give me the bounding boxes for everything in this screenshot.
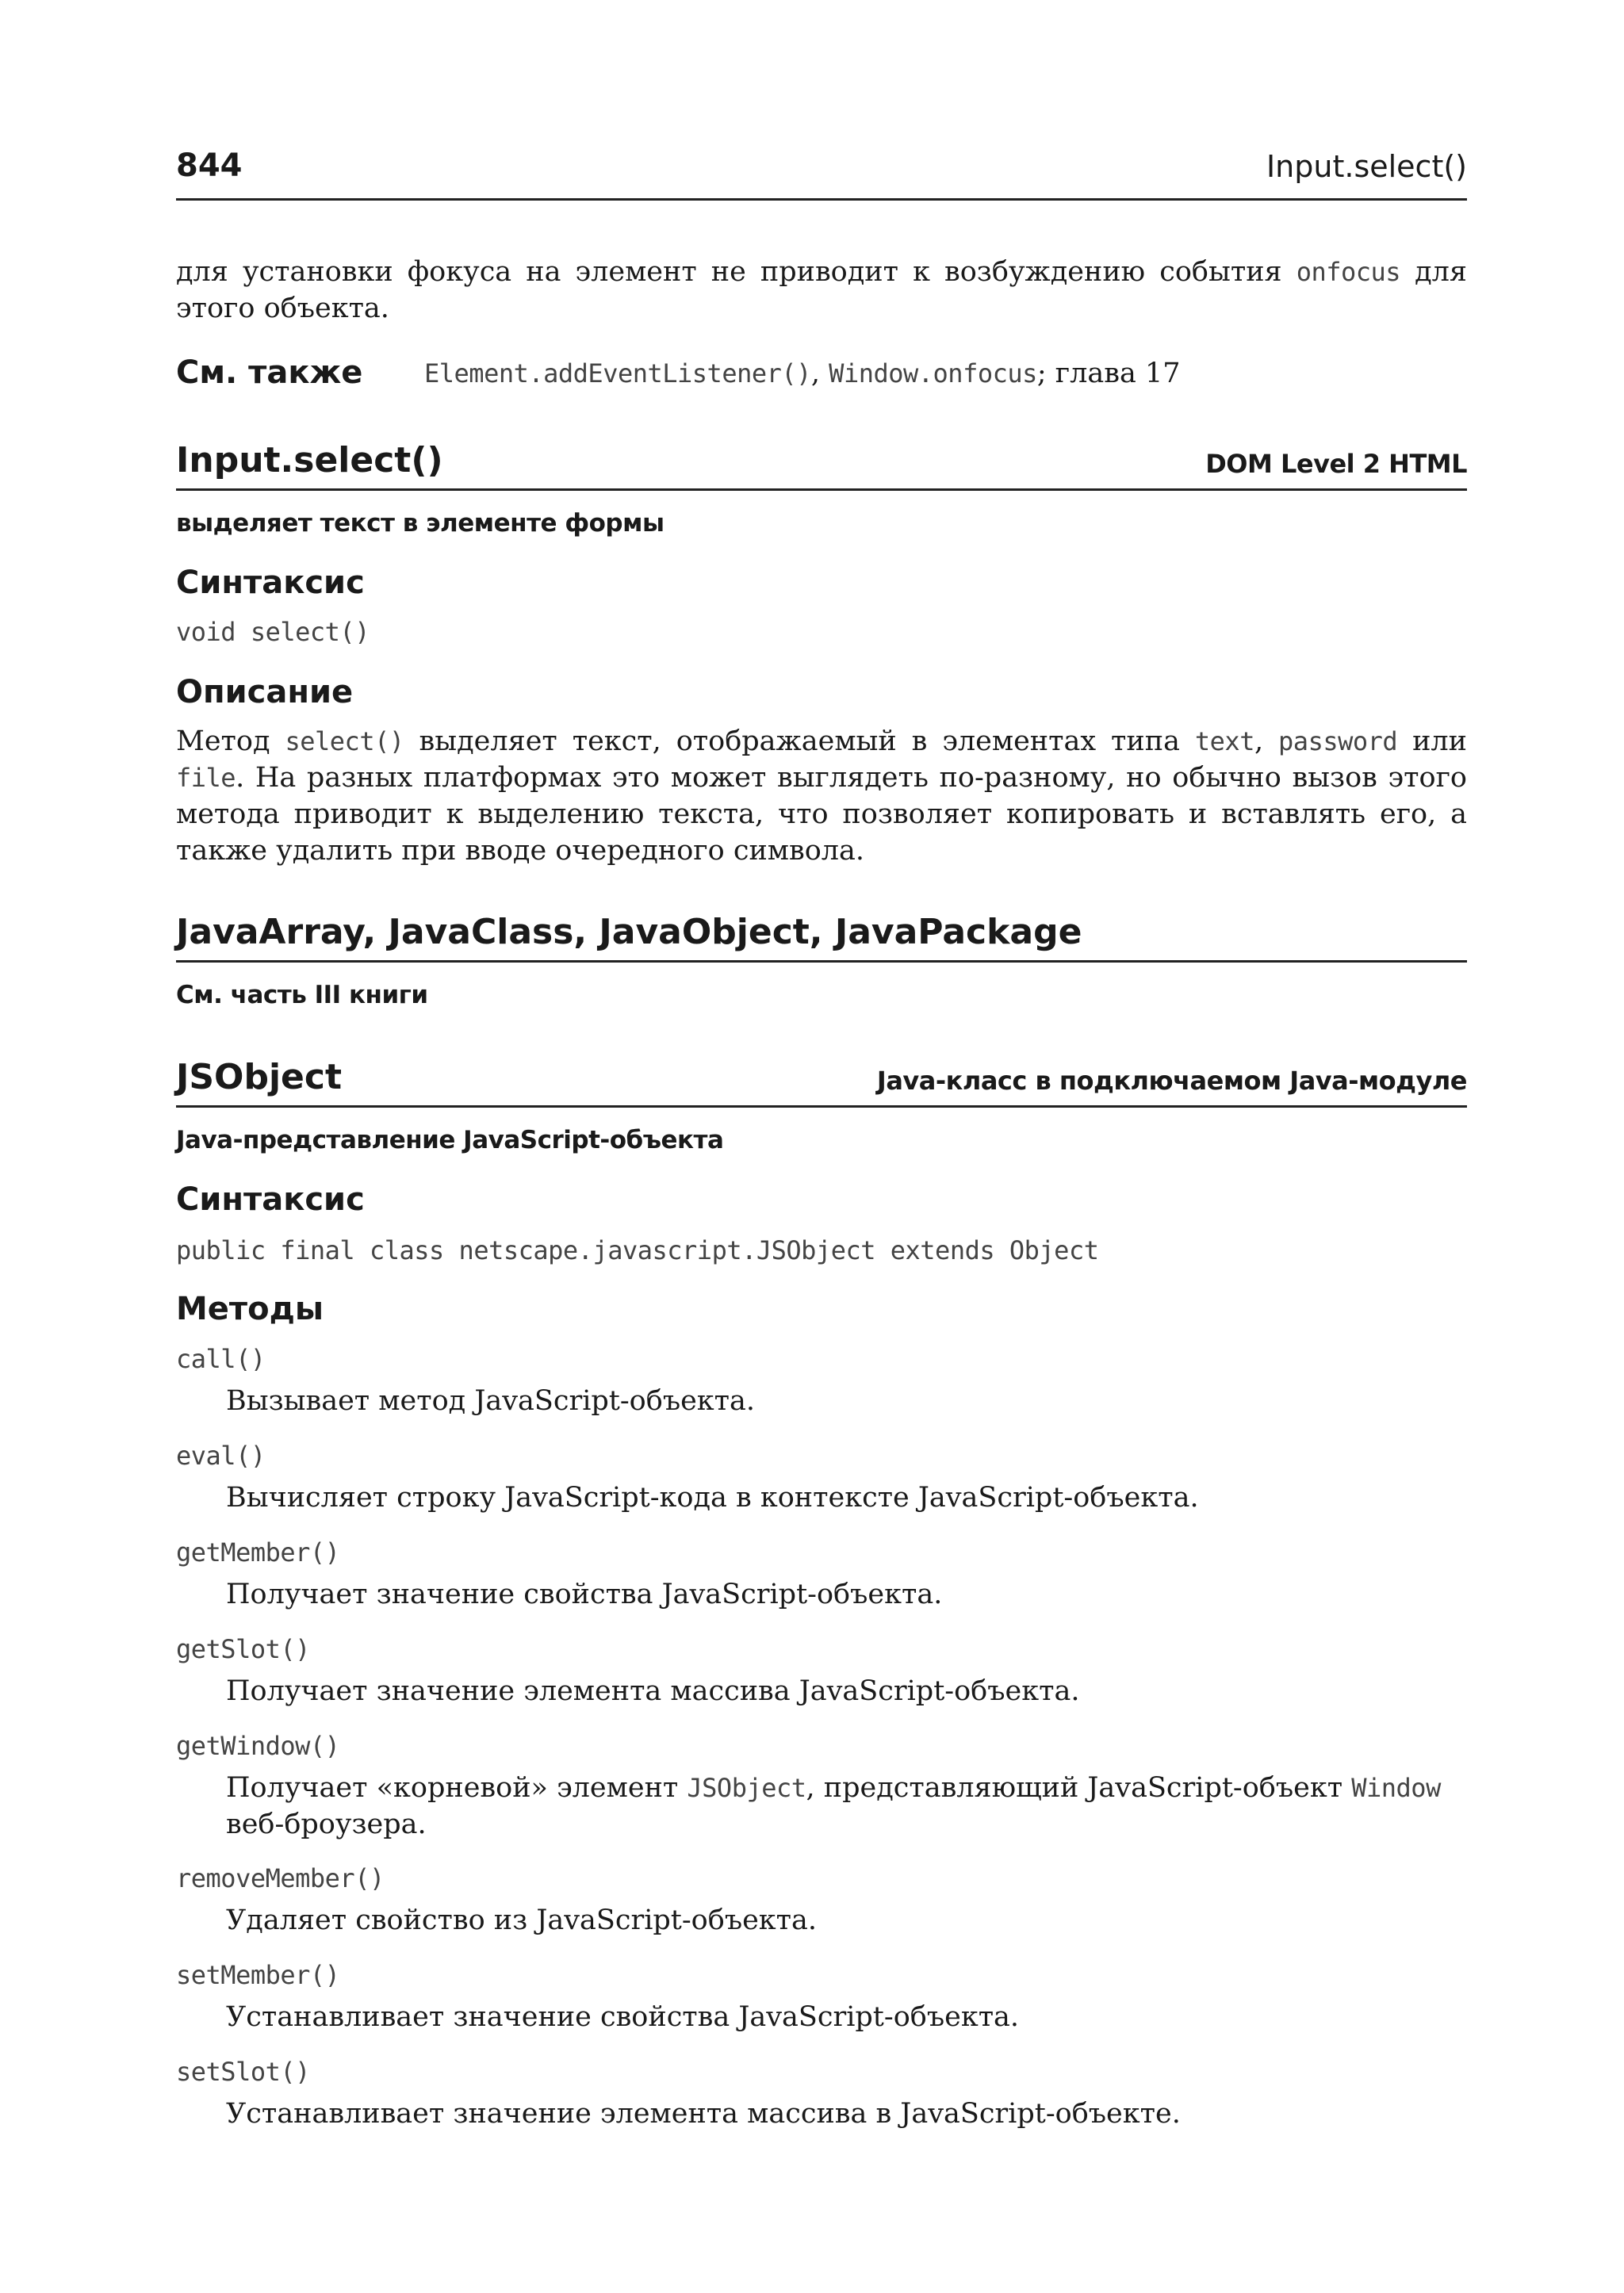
method-desc-setmember: Устанавливает значение свойства JavaScript-объекта. — [226, 2001, 1020, 2033]
method-desc-getwindow — [226, 1770, 1467, 1843]
entry-head-java-types — [176, 908, 1467, 963]
see-also-ref-addeventlistener: Element.addEventListener() — [424, 358, 811, 389]
getwindow-desc-text-2: , представляющий JavaScript-объект — [806, 1772, 1352, 1804]
entry-subtitle-jsobject: Java-представление JavaScript-объекта — [176, 1126, 724, 1154]
desc-code-text: text — [1194, 726, 1254, 756]
entry-title-java-types: JavaArray, JavaClass, JavaObject, JavaPackage — [176, 912, 1082, 952]
syntax-heading-input-select: Синтаксис — [176, 565, 365, 601]
method-name-getslot: getSlot() — [176, 1634, 310, 1664]
methods-heading: Методы — [176, 1291, 324, 1327]
entry-title-jsobject: JSObject — [176, 1057, 342, 1097]
see-also-separator: , — [810, 358, 829, 389]
description-paragraph — [176, 723, 1467, 869]
method-desc-eval: Вычисляет строку JavaScript-кода в контексте JavaScript-объекта. — [226, 1482, 1199, 1514]
see-also-refs — [424, 358, 1180, 389]
intro-paragraph — [176, 254, 1467, 327]
running-head — [176, 147, 1467, 201]
method-name-getmember: getMember() — [176, 1537, 340, 1568]
description-heading: Описание — [176, 674, 354, 710]
desc-code-password: password — [1278, 726, 1398, 756]
getwindow-desc-text-1: Получает «корневой» элемент — [226, 1772, 688, 1804]
page-number: 844 — [176, 147, 243, 184]
desc-text-4: или — [1397, 725, 1467, 757]
entry-head-input-select — [176, 436, 1467, 491]
intro-text-2: для этого объекта. — [176, 256, 1467, 324]
method-desc-removemember: Удаляет свойство из JavaScript-объекта. — [226, 1904, 818, 1936]
desc-text-5: . На разных платформах это может выглядеть по-разному, но обычно вызов этого метода приводит к выделению текста, что позволяет копировать и вставлять его, а также удалить при вводе очередного символа. — [176, 762, 1467, 867]
method-name-call: call() — [176, 1344, 266, 1374]
see-also-label: См. также — [176, 354, 363, 391]
desc-code-file: file — [176, 763, 236, 793]
entry-badge-input-select: DOM Level 2 HTML — [1205, 449, 1467, 479]
intro-text-1: для установки фокуса на элемент не приводит к возбуждению события — [176, 256, 1297, 288]
entry-title-input-select: Input.select() — [176, 440, 443, 480]
see-also-ref-onfocus: Window.onfocus — [829, 358, 1037, 389]
getwindow-desc-code-jsobject: JSObject — [687, 1773, 806, 1803]
desc-text-1: Метод — [176, 725, 285, 757]
desc-code-select: select() — [285, 726, 404, 756]
method-name-eval: eval() — [176, 1441, 266, 1471]
syntax-heading-jsobject: Синтаксис — [176, 1181, 365, 1218]
method-desc-getslot: Получает значение элемента массива JavaScript-объекта. — [226, 1675, 1080, 1707]
method-name-setmember: setMember() — [176, 1960, 340, 1990]
method-desc-setslot: Устанавливает значение элемента массива в JavaScript-объекте. — [226, 2098, 1181, 2130]
method-name-getwindow: getWindow() — [176, 1731, 340, 1761]
getwindow-desc-code-window: Window — [1351, 1773, 1441, 1803]
entry-head-jsobject — [176, 1053, 1467, 1108]
desc-text-2: выделяет текст, отображаемый в элементах типа — [404, 725, 1195, 757]
entry-badge-jsobject: Java-класс в подключаемом Java-модуле — [876, 1066, 1467, 1096]
syntax-code-input-select: void select() — [176, 617, 370, 647]
getwindow-desc-text-3: веб-броузера. — [226, 1809, 427, 1840]
method-desc-getmember: Получает значение свойства JavaScript-объекта. — [226, 1579, 943, 1610]
desc-text-3: , — [1254, 725, 1279, 757]
entry-subtitle-input-select: выделяет текст в элементе формы — [176, 509, 665, 538]
running-title: Input.select() — [1266, 149, 1467, 184]
see-also — [176, 354, 1467, 399]
method-desc-call: Вызывает метод JavaScript-объекта. — [226, 1385, 756, 1417]
syntax-code-jsobject: public final class netscape.javascript.JSObject extends Object — [176, 1235, 1099, 1265]
method-name-setslot: setSlot() — [176, 2057, 310, 2087]
see-also-tail: ; глава 17 — [1036, 358, 1181, 389]
intro-code-onfocus: onfocus — [1296, 257, 1401, 287]
entry-subtitle-java-types: См. часть III книги — [176, 981, 428, 1009]
method-name-removemember: removeMember() — [176, 1863, 385, 1893]
